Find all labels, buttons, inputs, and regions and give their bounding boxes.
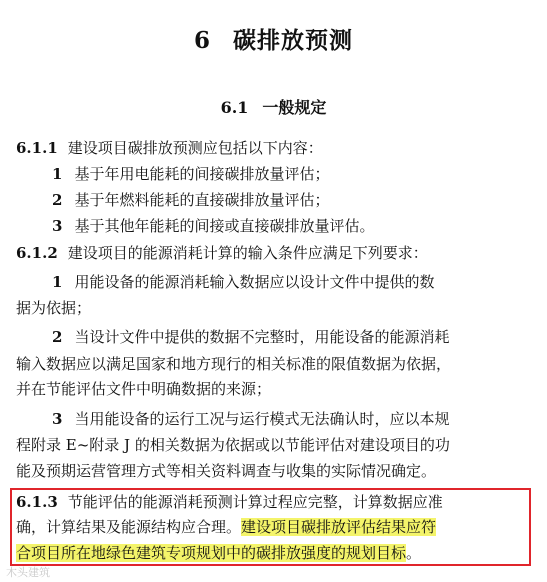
clause-613-line-2 — [16, 515, 436, 539]
item-number: 1 — [52, 165, 63, 183]
chapter-number: 6 — [193, 27, 211, 54]
item-text: 当设计文件中提供的数据不完整时，用能设备的能源消耗 — [74, 328, 450, 346]
clause-612-item-1 — [52, 270, 434, 294]
clause-612-item-3 — [52, 407, 449, 431]
clause-612-item-1-cont: 据为依据； — [16, 299, 92, 317]
clause-text: 建设项目碳排放预测应包括以下内容： — [67, 139, 323, 157]
clause-text-plain: 确，计算结果及能源结构应合理。 — [16, 518, 242, 536]
item-text: 用能设备的能源消耗输入数据应以设计文件中提供的数 — [74, 273, 435, 291]
clause-611 — [16, 136, 323, 160]
clause-612-item-2-cont-1: 输入数据应以满足国家和地方现行的相关标准的限值数据为依据， — [16, 355, 452, 373]
clause-612-item-3-cont-1: 程附录 E~附录 J 的相关数据为依据或以节能评估对建设项目的功 — [16, 436, 450, 454]
clause-612 — [16, 241, 428, 265]
clause-number: 6.1.2 — [16, 244, 58, 262]
section-title-text: 一般规定 — [262, 98, 327, 117]
clause-613 — [16, 490, 443, 514]
section-number: 6.1 — [220, 98, 249, 117]
clause-611-item-3 — [52, 214, 374, 238]
highlighted-text: 合项目所在地绿色建筑专项规划中的碳排放强度的规划目标 — [16, 544, 407, 562]
section-title — [0, 95, 547, 118]
clause-text-end: 。 — [406, 544, 422, 562]
clause-number: 6.1.3 — [16, 493, 58, 511]
clause-613-line-3 — [16, 541, 421, 565]
clause-611-item-2 — [52, 188, 329, 212]
item-number: 2 — [52, 191, 63, 209]
chapter-title-text: 碳排放预测 — [233, 27, 353, 54]
clause-611-item-1 — [52, 162, 329, 186]
clause-612-item-2 — [52, 325, 449, 349]
clause-text: 节能评估的能源消耗预测计算过程应完整，计算数据应准 — [67, 493, 443, 511]
item-text: 当用能设备的运行工况与运行模式无法确认时，应以本规 — [74, 410, 450, 428]
item-number: 1 — [52, 273, 63, 291]
item-text: 基于年用电能耗的间接碳排放量评估； — [74, 165, 330, 183]
item-number: 3 — [52, 217, 63, 235]
item-number: 3 — [52, 410, 63, 428]
watermark: 木头建筑 — [6, 566, 50, 579]
item-number: 2 — [52, 328, 63, 346]
highlighted-text: 建设项目碳排放评估结果应符 — [241, 518, 437, 536]
clause-number: 6.1.1 — [16, 139, 58, 157]
clause-612-item-3-cont-2: 能及预期运营管理方式等相关资料调查与收集的实际情况确定。 — [16, 462, 437, 480]
item-text: 基于年燃料能耗的直接碳排放量评估； — [74, 191, 330, 209]
chapter-title — [0, 22, 547, 55]
clause-612-item-2-cont-2: 并在节能评估文件中明确数据的来源； — [16, 380, 272, 398]
item-text: 基于其他年能耗的间接或直接碳排放量评估。 — [74, 217, 375, 235]
clause-text: 建设项目的能源消耗计算的输入条件应满足下列要求： — [67, 244, 428, 262]
